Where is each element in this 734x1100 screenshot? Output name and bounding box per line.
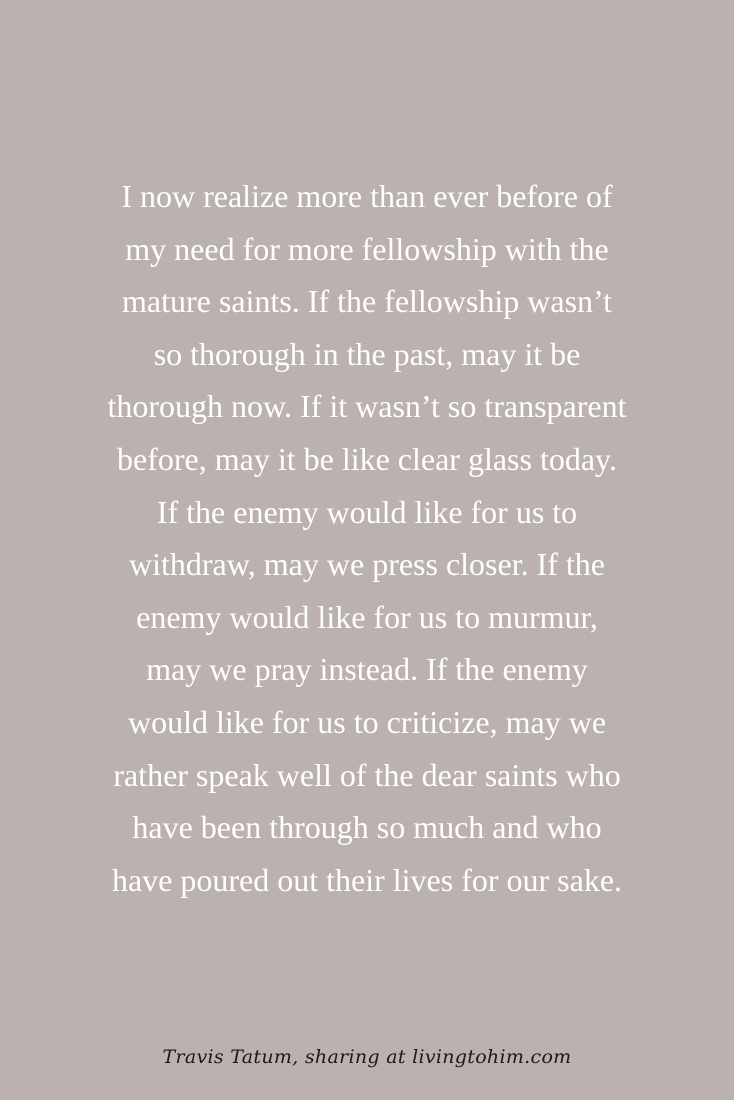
quote-line: If the enemy would like for us to <box>156 493 578 530</box>
quote-line: have poured out their lives for our sake. <box>111 861 623 898</box>
quote-line: would like for us to criticize, may we <box>127 703 607 740</box>
quote-line: I now realize more than ever before of <box>121 178 613 214</box>
quote-line: thorough now. If it wasn’t so transparent <box>107 388 627 425</box>
quote-line: enemy would like for us to murmur, <box>136 598 598 635</box>
quote-line: have been through so much and who <box>132 809 602 846</box>
quote-line: rather speak well of the dear saints who <box>113 756 621 793</box>
quote-line: mature saints. If the fellowship wasn’t <box>122 283 612 320</box>
quote-line: my need for more fellowship with the <box>125 230 609 267</box>
quote-text <box>52 170 682 906</box>
quote-line: withdraw, may we press closer. If the <box>129 546 605 583</box>
quote-line: before, may it be like clear glass today. <box>117 440 617 477</box>
quote-line: so thorough in the past, may it be <box>153 335 581 372</box>
quote-line: may we pray instead. If the enemy <box>146 651 588 688</box>
attribution: Travis Tatum, sharing at livingtohim.com <box>162 1046 572 1068</box>
